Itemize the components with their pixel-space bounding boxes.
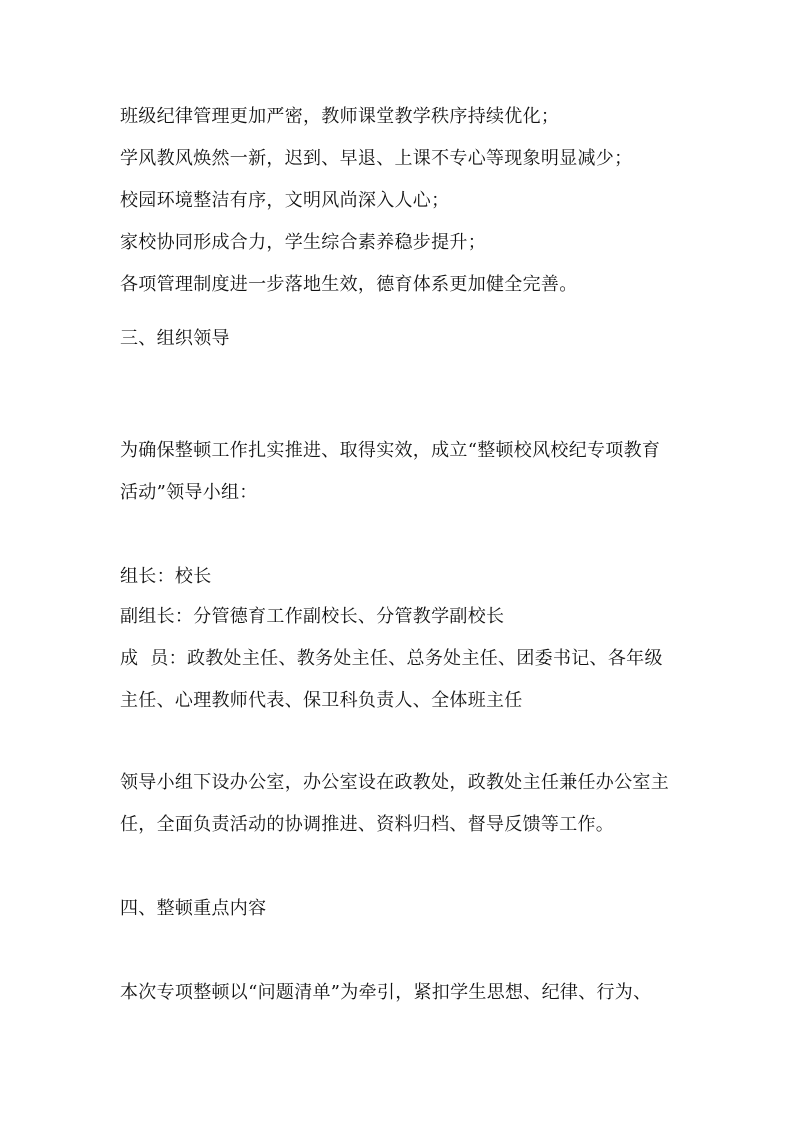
section3-intro-line-1: 为确保整顿工作扎实推进、取得实效，成立“整顿校风校纪专项教育 [120,440,661,461]
goal-line-4: 家校协同形成合力，学生综合素养稳步提升； [120,232,486,253]
members-line-2: 主任、心理教师代表、保卫科负责人、全体班主任 [120,690,523,711]
goal-line-3: 校园环境整洁有序，文明风尚深入人心； [120,190,450,211]
section3-intro-line-2: 活动”领导小组： [120,482,258,503]
office-line-1: 领导小组下设办公室，办公室设在政教处，政教处主任兼任办公室主 [120,772,669,793]
goal-line-2: 学风教风焕然一新，迟到、早退、上课不专心等现象明显减少； [120,148,633,169]
section3-heading: 三、组织领导 [120,328,230,349]
section4-intro-line-1: 本次专项整顿以“问题清单”为牵引，紧扣学生思想、纪律、行为、 [120,982,652,1003]
office-line-2: 任，全面负责活动的协调推进、资料归档、督导反馈等工作。 [120,814,615,835]
section4-heading: 四、整顿重点内容 [120,898,267,919]
goal-line-5: 各项管理制度进一步落地生效，德育体系更加健全完善。 [120,274,578,295]
deputy-line: 副组长：分管德育工作副校长、分管教学副校长 [120,606,505,627]
goal-line-1: 班级纪律管理更加严密，教师课堂教学秩序持续优化； [120,106,560,127]
leader-line: 组长：校长 [120,566,212,587]
members-line-1: 成 员：政教处主任、教务处主任、总务处主任、团委书记、各年级 [120,648,663,669]
